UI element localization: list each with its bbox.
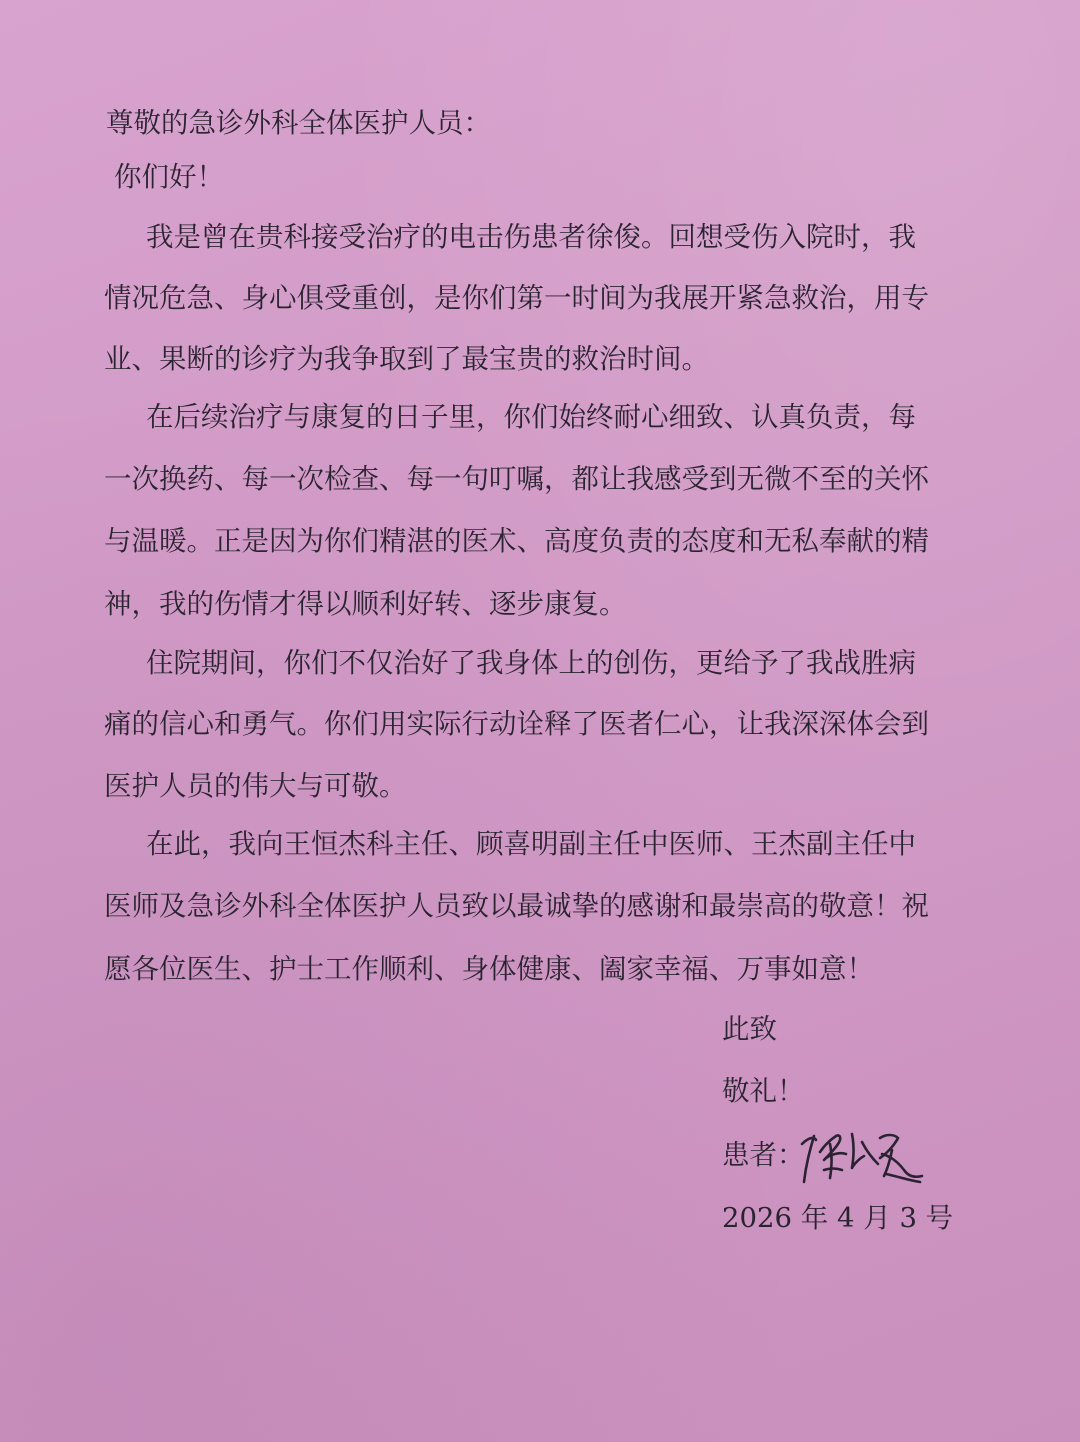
paragraph1-line3: 业、果断的诊疗为我争取到了最宝贵的救治时间。: [104, 343, 709, 375]
paragraph2-line4: 神，我的伤情才得以顺利好转、逐步康复。: [104, 588, 627, 620]
paragraph3-line2: 痛的信心和勇气。你们用实际行动诠释了医者仁心，让我深深体会到: [104, 708, 929, 740]
date: 2026 年 4 月 3 号: [722, 1202, 954, 1234]
paragraph2-line2: 一次换药、每一次检查、每一句叮嘱，都让我感受到无微不至的关怀: [104, 463, 929, 495]
greeting: 尊敬的急诊外科全体医护人员：: [106, 107, 491, 139]
paragraph4-line2: 医师及急诊外科全体医护人员致以最诚挚的感谢和最崇高的敬意！祝: [104, 890, 929, 922]
paragraph4-line1: 在此，我向王恒杰科主任、顾喜明副主任中医师、王杰副主任中: [146, 828, 916, 860]
paragraph1-line1: 我是曾在贵科接受治疗的电击伤患者徐俊。回想受伤入院时，我: [146, 221, 916, 253]
paragraph1-line2: 情况危急、身心俱受重创，是你们第一时间为我展开紧急救治，用专: [104, 282, 929, 314]
paragraph2-line3: 与温暖。正是因为你们精湛的医术、高度负责的态度和无私奉献的精: [104, 525, 929, 557]
salutation: 你们好！: [114, 161, 224, 193]
paragraph3-line1: 住院期间，你们不仅治好了我身体上的创伤，更给予了我战胜病: [146, 647, 916, 679]
signature-label: 患者：: [722, 1139, 805, 1171]
paragraph4-line3: 愿各位医生、护士工作顺利、身体健康、阖家幸福、万事如意！: [104, 953, 874, 985]
paragraph3-line3: 医护人员的伟大与可敬。: [104, 770, 407, 802]
handwritten-signature: [796, 1124, 930, 1190]
paragraph2-line1: 在后续治疗与康复的日子里，你们始终耐心细致、认真负责，每: [146, 401, 916, 433]
closing-jingli: 敬礼！: [722, 1075, 805, 1107]
closing-cizhi: 此致: [722, 1013, 777, 1045]
